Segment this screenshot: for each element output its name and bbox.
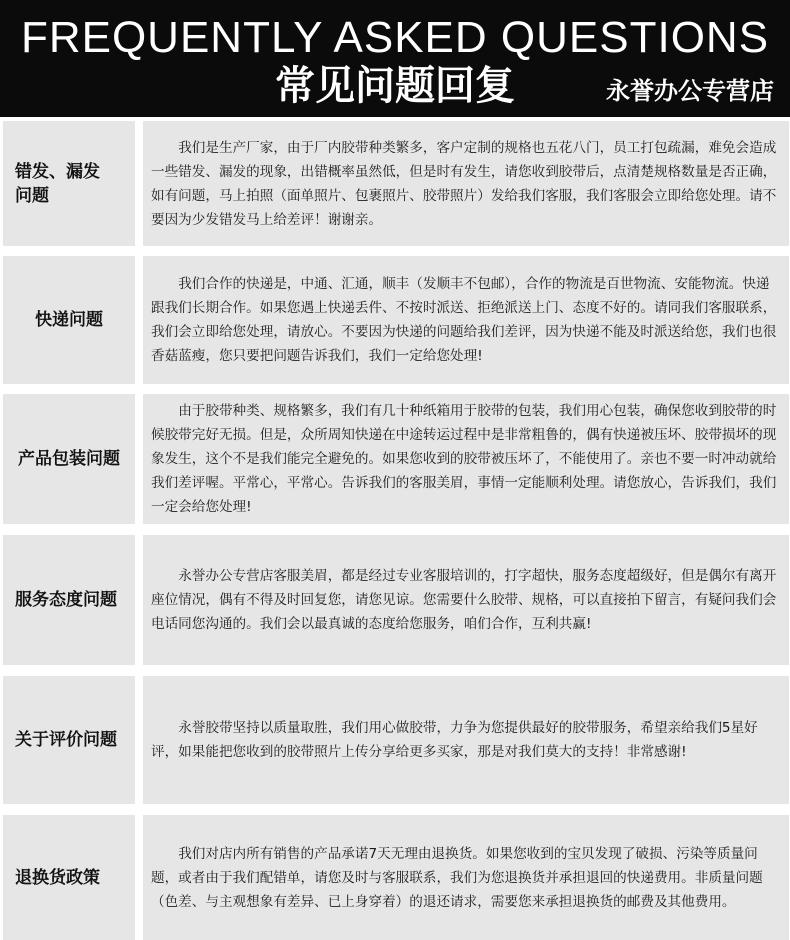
faq-answer: 我们是生产厂家，由于厂内胶带种类繁多，客户定制的规格也五花八门，员工打包疏漏，难免会造成一些错发、漏发的现象，出错概率虽然低，但是时有发生，请您收到胶带后，点清楚规格数量是否正确，如有问题，马上拍照（面单照片、包裹照片、胶带照片）发给我们客服，我们客服会立即给您处理。请不要因为少发错发马上给差评！谢谢亲。 <box>143 121 789 246</box>
header-banner <box>0 0 790 117</box>
faq-answer: 我们合作的快递是，中通、汇通，顺丰（发顺丰不包邮），合作的物流是百世物流、安能物流。快递跟我们长期合作。如果您遇上快递丢件、不按时派送、拒绝派送上门、态度不好的。请同我们客服联系，我们会立即给您处理，请放心。不要因为快递的问题给我们差评，因为快递不能及时派送给您，我们也很香菇蓝瘦，您只要把问题告诉我们，我们一定给您处理! <box>143 256 789 384</box>
faq-question: 服务态度问题 <box>3 535 135 665</box>
faq-answer: 永誉胶带坚持以质量取胜，我们用心做胶带，力争为您提供最好的胶带服务，希望亲给我们5星好评，如果能把您收到的胶带照片上传分享给更多买家，那是对我们莫大的支持！非常感谢! <box>143 676 789 804</box>
faq-question: 错发、漏发问题 <box>3 121 135 246</box>
faq-answer: 永誉办公专营店客服美眉，都是经过专业客服培训的，打字超快，服务态度超级好，但是偶尔有离开座位情况，偶有不得及时回复您，请您见谅。您需要什么胶带、规格，可以直接拍下留言，有疑问我们会电话同您沟通的。我们会以最真诚的态度给您服务，咱们合作，互利共赢! <box>143 535 789 665</box>
shop-name: 永誉办公专营店 <box>606 77 774 105</box>
faq-answer: 由于胶带种类、规格繁多，我们有几十种纸箱用于胶带的包装，我们用心包装，确保您收到胶带的时候胶带完好无损。但是，众所周知快递在中途转运过程中是非常粗鲁的，偶有快递被压坏、胶带损坏的现象发生，这个不是我们能完全避免的。如果您收到的胶带被压坏了，不能使用了。亲也不要一时冲动就给我们差评喔。平常心，平常心。告诉我们的客服美眉，事情一定能顺利处理。请您放心，告诉我们，我们一定会给您处理! <box>143 394 789 524</box>
faq-question: 产品包装问题 <box>3 394 135 524</box>
faq-question: 退换货政策 <box>3 815 135 940</box>
header-title-en: FREQUENTLY ASKED QUESTIONS <box>20 13 770 62</box>
faq-question: 快递问题 <box>3 256 135 384</box>
faq-question: 关于评价问题 <box>3 676 135 804</box>
faq-answer: 我们对店内所有销售的产品承诺7天无理由退换货。如果您收到的宝贝发现了破损、污染等质量问题，或者由于我们配错单，请您及时与客服联系，我们为您退换货并承担退回的快递费用。非质量问题（色差、与主观想象有差异、已上身穿着）的退还请求，需要您来承担退换货的邮费及其他费用。 <box>143 815 789 940</box>
header-title-cn: 常见问题回复 <box>275 63 515 109</box>
